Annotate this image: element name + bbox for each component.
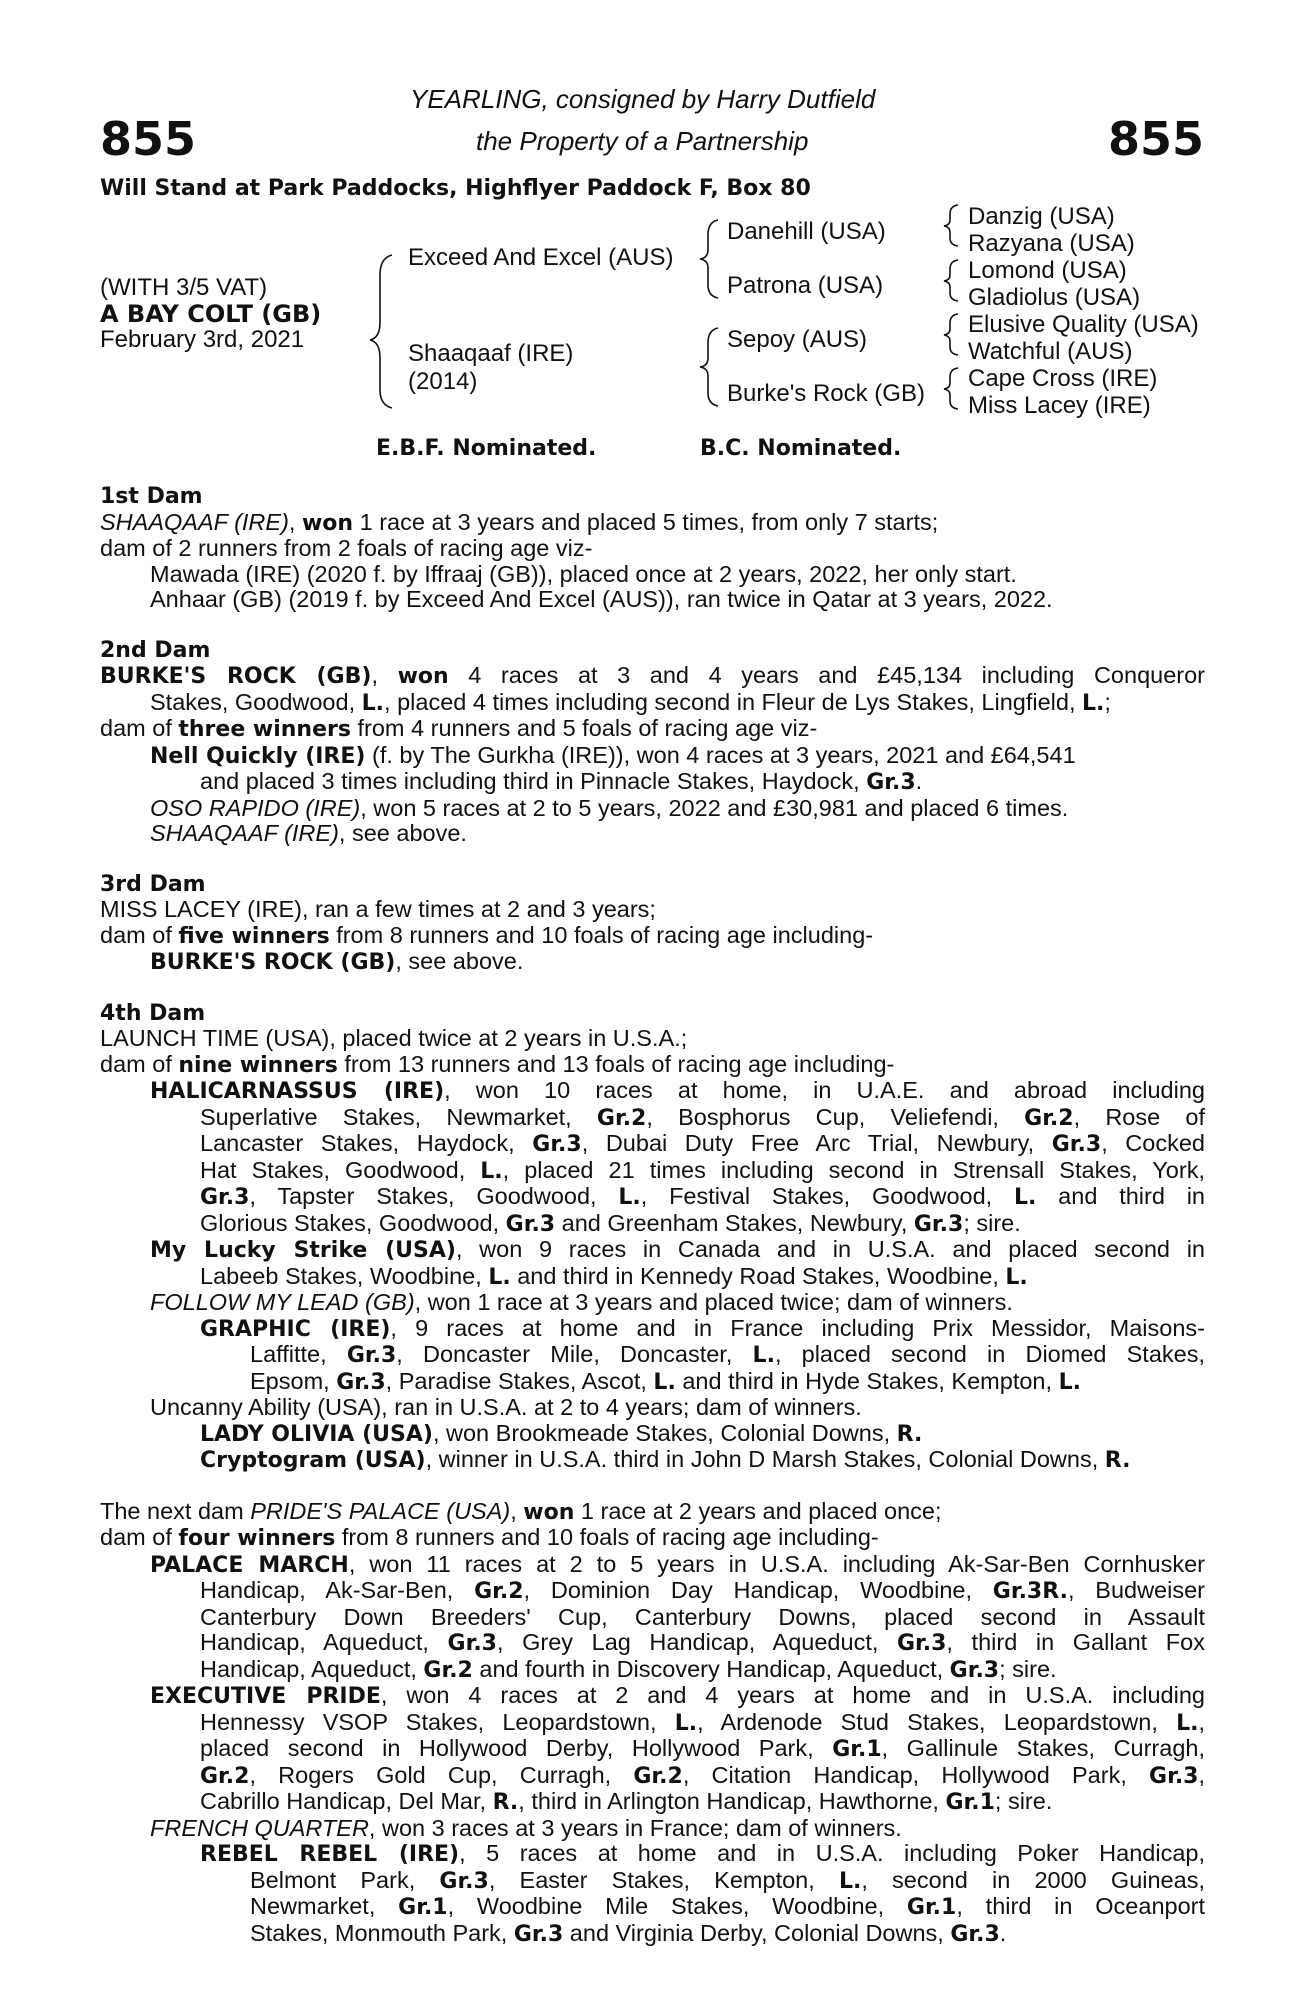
vat-note: (WITH 3/5 VAT) (100, 274, 268, 301)
pedigree-dam: Shaaqaaf (IRE) (408, 340, 574, 367)
grade-label: Gr.2 (1024, 1105, 1074, 1131)
horse-name: FOLLOW MY LEAD (GB) (150, 1289, 415, 1315)
next-dam-produce-item-cont (100, 1630, 1205, 1657)
dam4-produce-item (100, 1237, 1205, 1264)
text: , Dominion Day Handicap, Woodbine, (523, 1577, 993, 1603)
text: , Bosphorus Cup, Veliefendi, (646, 1103, 1025, 1130)
text: , won 11 races at 2 to 5 years in U.S.A. including Ak-Sar-Ben Cornhusker (348, 1550, 1205, 1577)
consignor-line: YEARLING, consigned by Harry Dutfield (410, 84, 876, 114)
text: , third in Oceanport (956, 1893, 1206, 1919)
grade-label: Gr.3 (447, 1631, 497, 1656)
text: , Ardenode Stud Stakes, Leopardstown, (697, 1708, 1177, 1735)
dam2-produce-item (100, 743, 1205, 770)
next-dam-produce-summary (100, 1525, 1205, 1552)
dam4-produce-summary (100, 1052, 1205, 1079)
text: ; sire. (994, 1788, 1053, 1814)
text: , Gallinule Stakes, Curragh, (881, 1735, 1205, 1761)
winners-count: four winners (178, 1526, 336, 1551)
lot-number-right: 855 (1107, 112, 1204, 166)
dam4-produce-item-cont (100, 1131, 1205, 1158)
text: , Grey Lag Handicap, Aqueduct, (496, 1629, 897, 1655)
pedigree-g3-4: Gladiolus (USA) (968, 284, 1141, 311)
next-dam-produce-item (100, 1552, 1205, 1579)
grade-label: Gr.1 (832, 1737, 882, 1762)
text: , second in 2000 Guineas, (861, 1866, 1205, 1893)
text: Hat Stakes, Goodwood, (200, 1156, 481, 1183)
listed-label: L. (752, 1343, 775, 1368)
text: , Dubai Duty Free Arc Trial, Newbury, (581, 1130, 1052, 1156)
text: , (510, 1497, 524, 1524)
horse-name: GRAPHIC (IRE) (200, 1316, 391, 1342)
next-dam-grandproduce-item-cont (100, 1894, 1205, 1921)
next-dam-produce-item-cont: Canterbury Down Breeders' Cup, Canterbury Downs, placed second in Assault (200, 1603, 1205, 1630)
text: dam of (100, 1524, 179, 1550)
text: , 9 races at home and in France including Prix Messidor, Maisons- (390, 1314, 1205, 1341)
dam4-produce-item (100, 1078, 1205, 1105)
pedigree-sire-dam: Patrona (USA) (727, 272, 884, 299)
text: Stakes, Goodwood, (150, 688, 362, 715)
listed-label: L. (838, 1868, 862, 1894)
grade-label: Gr.3 (866, 770, 916, 795)
dam2-produce-summary (100, 716, 1205, 743)
text: , placed second in Diomed Stakes, (774, 1341, 1205, 1367)
dam1-line: SHAAQAAF (IRE), won 1 race at 3 years and placed 5 times, from only 7 starts; (100, 508, 939, 536)
text: , Budweiser (1067, 1577, 1205, 1603)
pedigree-sire: Exceed And Excel (AUS) (408, 244, 674, 271)
grade-label: Gr.2 (596, 1105, 647, 1131)
text: Hennessy VSOP Stakes, Leopardstown, (200, 1708, 675, 1735)
grade-label: Gr.3 (346, 1343, 397, 1368)
grade-label: Gr.1 (398, 1895, 448, 1920)
horse-name: Nell Quickly (IRE) (150, 743, 366, 769)
dam2-produce-item-cont (100, 769, 1205, 796)
grade-label: Gr.3 (896, 1631, 947, 1656)
text: Belmont Park, (250, 1866, 440, 1893)
text: , (1198, 1708, 1205, 1735)
restricted-label: R. (896, 1421, 923, 1447)
text: ; sire. (999, 1655, 1057, 1682)
grade-label: Gr.3 (949, 1657, 1000, 1683)
dam2-line: BURKE'S ROCK (GB), won 4 races at 3 and 4 years and £45,134 including Conqueror (100, 662, 1205, 689)
horse-name: My Lucky Strike (USA) (150, 1238, 456, 1263)
grade-label: Gr.1 (906, 1895, 957, 1920)
next-dam-line (100, 1499, 1205, 1526)
listed-label: L. (1058, 1369, 1081, 1395)
dam2-produce-item (100, 821, 1205, 847)
text: Cabrillo Handicap, Del Mar, (200, 1788, 493, 1814)
text: , won Brookmeade Stakes, Colonial Downs, (432, 1419, 897, 1446)
grade-label: Gr.3 (532, 1132, 582, 1157)
text: dam of (100, 715, 179, 741)
bc-nomination: B.C. Nominated. (700, 436, 902, 461)
grade-label: Gr.3 (200, 1185, 250, 1210)
property-line: the Property of a Partnership (476, 126, 809, 156)
grade-label: Gr.2 (474, 1579, 524, 1604)
grade-label: Gr.3 (950, 1921, 1000, 1947)
text: , placed 4 times including second in Fleur de Lys Stakes, Lingfield, (384, 688, 1083, 715)
listed-label: L. (653, 1369, 676, 1395)
next-dam-produce-item-cont (100, 1578, 1205, 1605)
winners-count: nine winners (178, 1052, 338, 1078)
next-dam-grandproduce-item (100, 1841, 1205, 1868)
text: Labeeb Stakes, Woodbine, (200, 1262, 489, 1289)
text: Handicap, Aqueduct, (200, 1655, 424, 1682)
grade-label: Gr.3 (1149, 1763, 1199, 1789)
pedigree-g3-3: Lomond (USA) (968, 257, 1127, 284)
text: , Rose of (1073, 1103, 1205, 1130)
won-label: won (301, 510, 354, 536)
horse-name: SHAAQAAF (IRE) (100, 508, 289, 535)
next-dam-produce-item-cont (100, 1657, 1205, 1684)
lot-subject-name: A BAY COLT (GB) (100, 300, 322, 328)
text: , 5 races at home and in U.S.A. including Poker Handicap, (459, 1840, 1205, 1866)
text: , (1198, 1761, 1206, 1788)
grade-label: Gr.3R. (992, 1579, 1068, 1604)
text: and fourth in Discovery Handicap, Aqueduct, (472, 1655, 950, 1682)
grade-label: Gr.2 (423, 1657, 473, 1683)
dam4-produce-item-cont (100, 1211, 1205, 1238)
next-dam-produce-item-cont (100, 1763, 1205, 1790)
dam4-grandproduce-item-cont (100, 1369, 1205, 1396)
grade-label: Gr.3 (439, 1868, 489, 1894)
text: , see above. (338, 820, 467, 846)
ebf-nomination: E.B.F. Nominated. (376, 436, 597, 461)
text: , Easter Stakes, Kempton, (488, 1866, 839, 1893)
text: ; sire. (963, 1209, 1021, 1236)
text: from 8 runners and 10 foals of racing age including- (335, 1524, 879, 1550)
text: , winner in U.S.A. third in John D Marsh Stakes, Colonial Downs, (425, 1446, 1105, 1472)
text: , won 3 races at 3 years in France; dam of winners. (368, 1814, 902, 1841)
text: , won 9 races in Canada and in U.S.A. and placed second in (455, 1236, 1205, 1262)
horse-name: PRIDE'S PALACE (USA) (250, 1497, 511, 1524)
horse-name: OSO RAPIDO (IRE) (150, 794, 361, 821)
grade-label: Gr.3 (505, 1211, 556, 1237)
horse-name: PALACE MARCH (150, 1552, 349, 1578)
restricted-label: R. (1104, 1448, 1131, 1473)
dam4-grandproduce-item (100, 1316, 1205, 1343)
dam4-grandproduce-item-cont (100, 1342, 1205, 1369)
pedigree-dam-sire: Sepoy (AUS) (727, 326, 868, 353)
horse-name: EXECUTIVE PRIDE (150, 1684, 381, 1709)
text: and third in (1036, 1183, 1205, 1209)
horse-name: SHAAQAAF (IRE) (150, 820, 339, 846)
text: 1 race at 3 years and placed 5 times, from only 7 starts; (353, 508, 939, 535)
next-dam-produce-item-cont (100, 1789, 1205, 1816)
horse-name: BURKE'S ROCK (GB) (150, 950, 396, 975)
horse-name: Cryptogram (USA) (200, 1448, 426, 1473)
text: , Citation Handicap, Hollywood Park, (682, 1761, 1150, 1788)
text: from 13 runners and 13 foals of racing age including- (337, 1050, 895, 1077)
next-dam-produce-item (100, 1816, 1205, 1842)
listed-label: L. (480, 1158, 503, 1184)
listed-label: L. (488, 1264, 511, 1290)
listed-label: L. (1082, 690, 1105, 716)
text: and placed 3 times including third in Pinnacle Stakes, Haydock, (200, 768, 867, 794)
text: from 4 runners and 5 foals of racing age viz- (350, 715, 818, 741)
pedigree-sire-sire: Danehill (USA) (727, 218, 886, 245)
section-heading-1st-dam: 1st Dam (100, 484, 203, 509)
text: Lancaster Stakes, Haydock, (200, 1130, 533, 1156)
dam3-produce-summary (100, 923, 1205, 950)
next-dam-produce-item (100, 1683, 1205, 1710)
text: , third in Gallant Fox (946, 1629, 1205, 1655)
text: Laffitte, (250, 1341, 347, 1367)
listed-label: L. (361, 690, 385, 716)
listed-label: L. (618, 1185, 641, 1210)
horse-name: BURKE'S ROCK (GB) (100, 664, 372, 689)
text: , Doncaster Mile, Doncaster, (396, 1341, 753, 1367)
stand-location: Will Stand at Park Paddocks, Highflyer Paddock F, Box 80 (100, 176, 811, 201)
text: placed second in Hollywood Derby, Hollywood Park, (200, 1735, 833, 1761)
text: , Paradise Stakes, Ascot, (385, 1367, 654, 1394)
listed-label: L. (1176, 1710, 1199, 1736)
pedigree-g3-7: Cape Cross (IRE) (968, 365, 1158, 392)
lot-number-left: 855 (100, 112, 197, 166)
text: dam of (100, 921, 179, 948)
text: , won 10 races at home, in U.A.E. and abroad including (444, 1077, 1205, 1103)
next-dam-grandproduce-item-cont (100, 1868, 1205, 1895)
listed-label: L. (674, 1710, 698, 1736)
dam2-produce-item (100, 796, 1205, 822)
dam4-produce-item-cont (100, 1184, 1205, 1211)
pedigree-dam-dam: Burke's Rock (GB) (727, 380, 925, 407)
text: Handicap, Aqueduct, (200, 1629, 448, 1655)
pedigree-g3-8: Miss Lacey (IRE) (968, 392, 1151, 419)
dam4-produce-item: Uncanny Ability (USA), ran in U.S.A. at 2 to 4 years; dam of winners. (150, 1394, 862, 1420)
text: Glorious Stakes, Goodwood, (200, 1209, 506, 1236)
next-dam-grandproduce-item-cont (100, 1921, 1205, 1948)
catalogue-body (100, 484, 1205, 1947)
grade-label: Gr.2 (200, 1763, 250, 1789)
text: Stakes, Monmouth Park, (250, 1919, 514, 1946)
horse-name: REBEL REBEL (IRE) (200, 1842, 460, 1867)
pedigree-g3-1: Danzig (USA) (968, 203, 1115, 230)
section-heading-3rd-dam: 3rd Dam (100, 871, 206, 897)
text: . (915, 768, 923, 794)
grade-label: Gr.3 (913, 1211, 964, 1237)
text: . (999, 1919, 1007, 1946)
text: , Woodbine Mile Stakes, Woodbine, (447, 1893, 907, 1919)
listed-label: L. (1005, 1264, 1028, 1290)
text: and third in Kennedy Road Stakes, Woodbine, (510, 1262, 1006, 1289)
text: dam of (100, 1050, 179, 1077)
text: (f. by The Gurkha (IRE)), won 4 races at 3 years, 2021 and £64,541 (365, 741, 1076, 768)
dam4-produce-item-cont (100, 1158, 1205, 1185)
text: , Cocked (1101, 1130, 1205, 1156)
won-label: won (397, 664, 449, 689)
text: , third in Arlington Handicap, Hawthorne, (518, 1788, 946, 1814)
dam1-produce-summary: dam of 2 runners from 2 foals of racing age viz- (100, 535, 593, 561)
dam3-produce-item (100, 949, 1205, 976)
pedigree-g3-6: Watchful (AUS) (968, 338, 1133, 365)
text: and Virginia Derby, Colonial Downs, (563, 1919, 951, 1946)
grade-label: Gr.3 (336, 1369, 386, 1395)
text: 4 races at 3 and 4 years and £45,134 including Conqueror (448, 662, 1205, 688)
dam4-produce-item-cont (100, 1264, 1205, 1291)
text: , won 5 races at 2 to 5 years, 2022 and £30,981 and placed 6 times. (360, 794, 1069, 821)
grade-label: Gr.3 (1051, 1132, 1102, 1157)
text: Handicap, Ak-Sar-Ben, (200, 1577, 475, 1603)
text: , see above. (395, 948, 524, 974)
dam1-produce-item: Anhaar (GB) (2019 f. by Exceed And Excel (AUS)), ran twice in Qatar at 3 years, 2022. (150, 586, 1053, 612)
text: Newmarket, (250, 1893, 399, 1919)
winners-count: five winners (178, 923, 330, 949)
grade-label: Gr.1 (945, 1790, 995, 1815)
pedigree-dam-year: (2014) (408, 368, 478, 395)
text: and third in Hyde Stakes, Kempton, (675, 1367, 1059, 1394)
foaling-date: February 3rd, 2021 (100, 326, 305, 353)
dam4-produce-item (100, 1290, 1205, 1316)
won-label: won (523, 1499, 575, 1525)
text: , placed 21 times including second in Strensall Stakes, York, (502, 1156, 1205, 1183)
dam2-line-cont (100, 690, 1205, 717)
dam1-produce-item: Mawada (IRE) (2020 f. by Iffraaj (GB)), placed once at 2 years, 2022, her only start. (150, 560, 1017, 587)
section-heading-4th-dam: 4th Dam (100, 1000, 206, 1026)
horse-name: HALICARNASSUS (IRE) (150, 1079, 445, 1104)
pedigree-g3-2: Razyana (USA) (968, 230, 1135, 257)
dam4-produce-item-cont (100, 1105, 1205, 1132)
text: Superlative Stakes, Newmarket, (200, 1103, 597, 1130)
text: The next dam (100, 1497, 251, 1524)
grade-label: Gr.2 (633, 1763, 683, 1789)
dam4-grandproduce-item (100, 1447, 1205, 1474)
text: , won 1 race at 3 years and placed twice; dam of winners. (414, 1289, 1013, 1315)
dam4-line: LAUNCH TIME (USA), placed twice at 2 years in U.S.A.; (100, 1025, 688, 1051)
restricted-label: R. (492, 1790, 519, 1815)
text: and Greenham Stakes, Newbury, (555, 1209, 914, 1236)
text: Epsom, (250, 1367, 337, 1394)
text: , Festival Stakes, Goodwood, (640, 1183, 1014, 1209)
text: , Rogers Gold Cup, Curragh, (249, 1761, 634, 1788)
horse-name: FRENCH QUARTER (150, 1814, 369, 1841)
text: 1 race at 2 years and placed once; (574, 1497, 942, 1524)
text: ; (1104, 688, 1111, 715)
dam4-grandproduce-item (100, 1421, 1205, 1448)
grade-label: Gr.3 (513, 1921, 564, 1947)
winners-count: three winners (178, 717, 351, 742)
listed-label: L. (1014, 1185, 1037, 1210)
pedigree-g3-5: Elusive Quality (USA) (968, 311, 1199, 338)
text: , Tapster Stakes, Goodwood, (249, 1183, 619, 1209)
dam3-line: MISS LACEY (IRE), ran a few times at 2 and 3 years; (100, 896, 656, 922)
horse-name: LADY OLIVIA (USA) (200, 1421, 433, 1447)
text: from 8 runners and 10 foals of racing age including- (329, 921, 874, 948)
section-heading-2nd-dam: 2nd Dam (100, 637, 211, 663)
next-dam-produce-item-cont (100, 1710, 1205, 1737)
next-dam-produce-item-cont (100, 1736, 1205, 1763)
text: , won 4 races at 2 and 4 years at home and in U.S.A. including (380, 1682, 1205, 1708)
